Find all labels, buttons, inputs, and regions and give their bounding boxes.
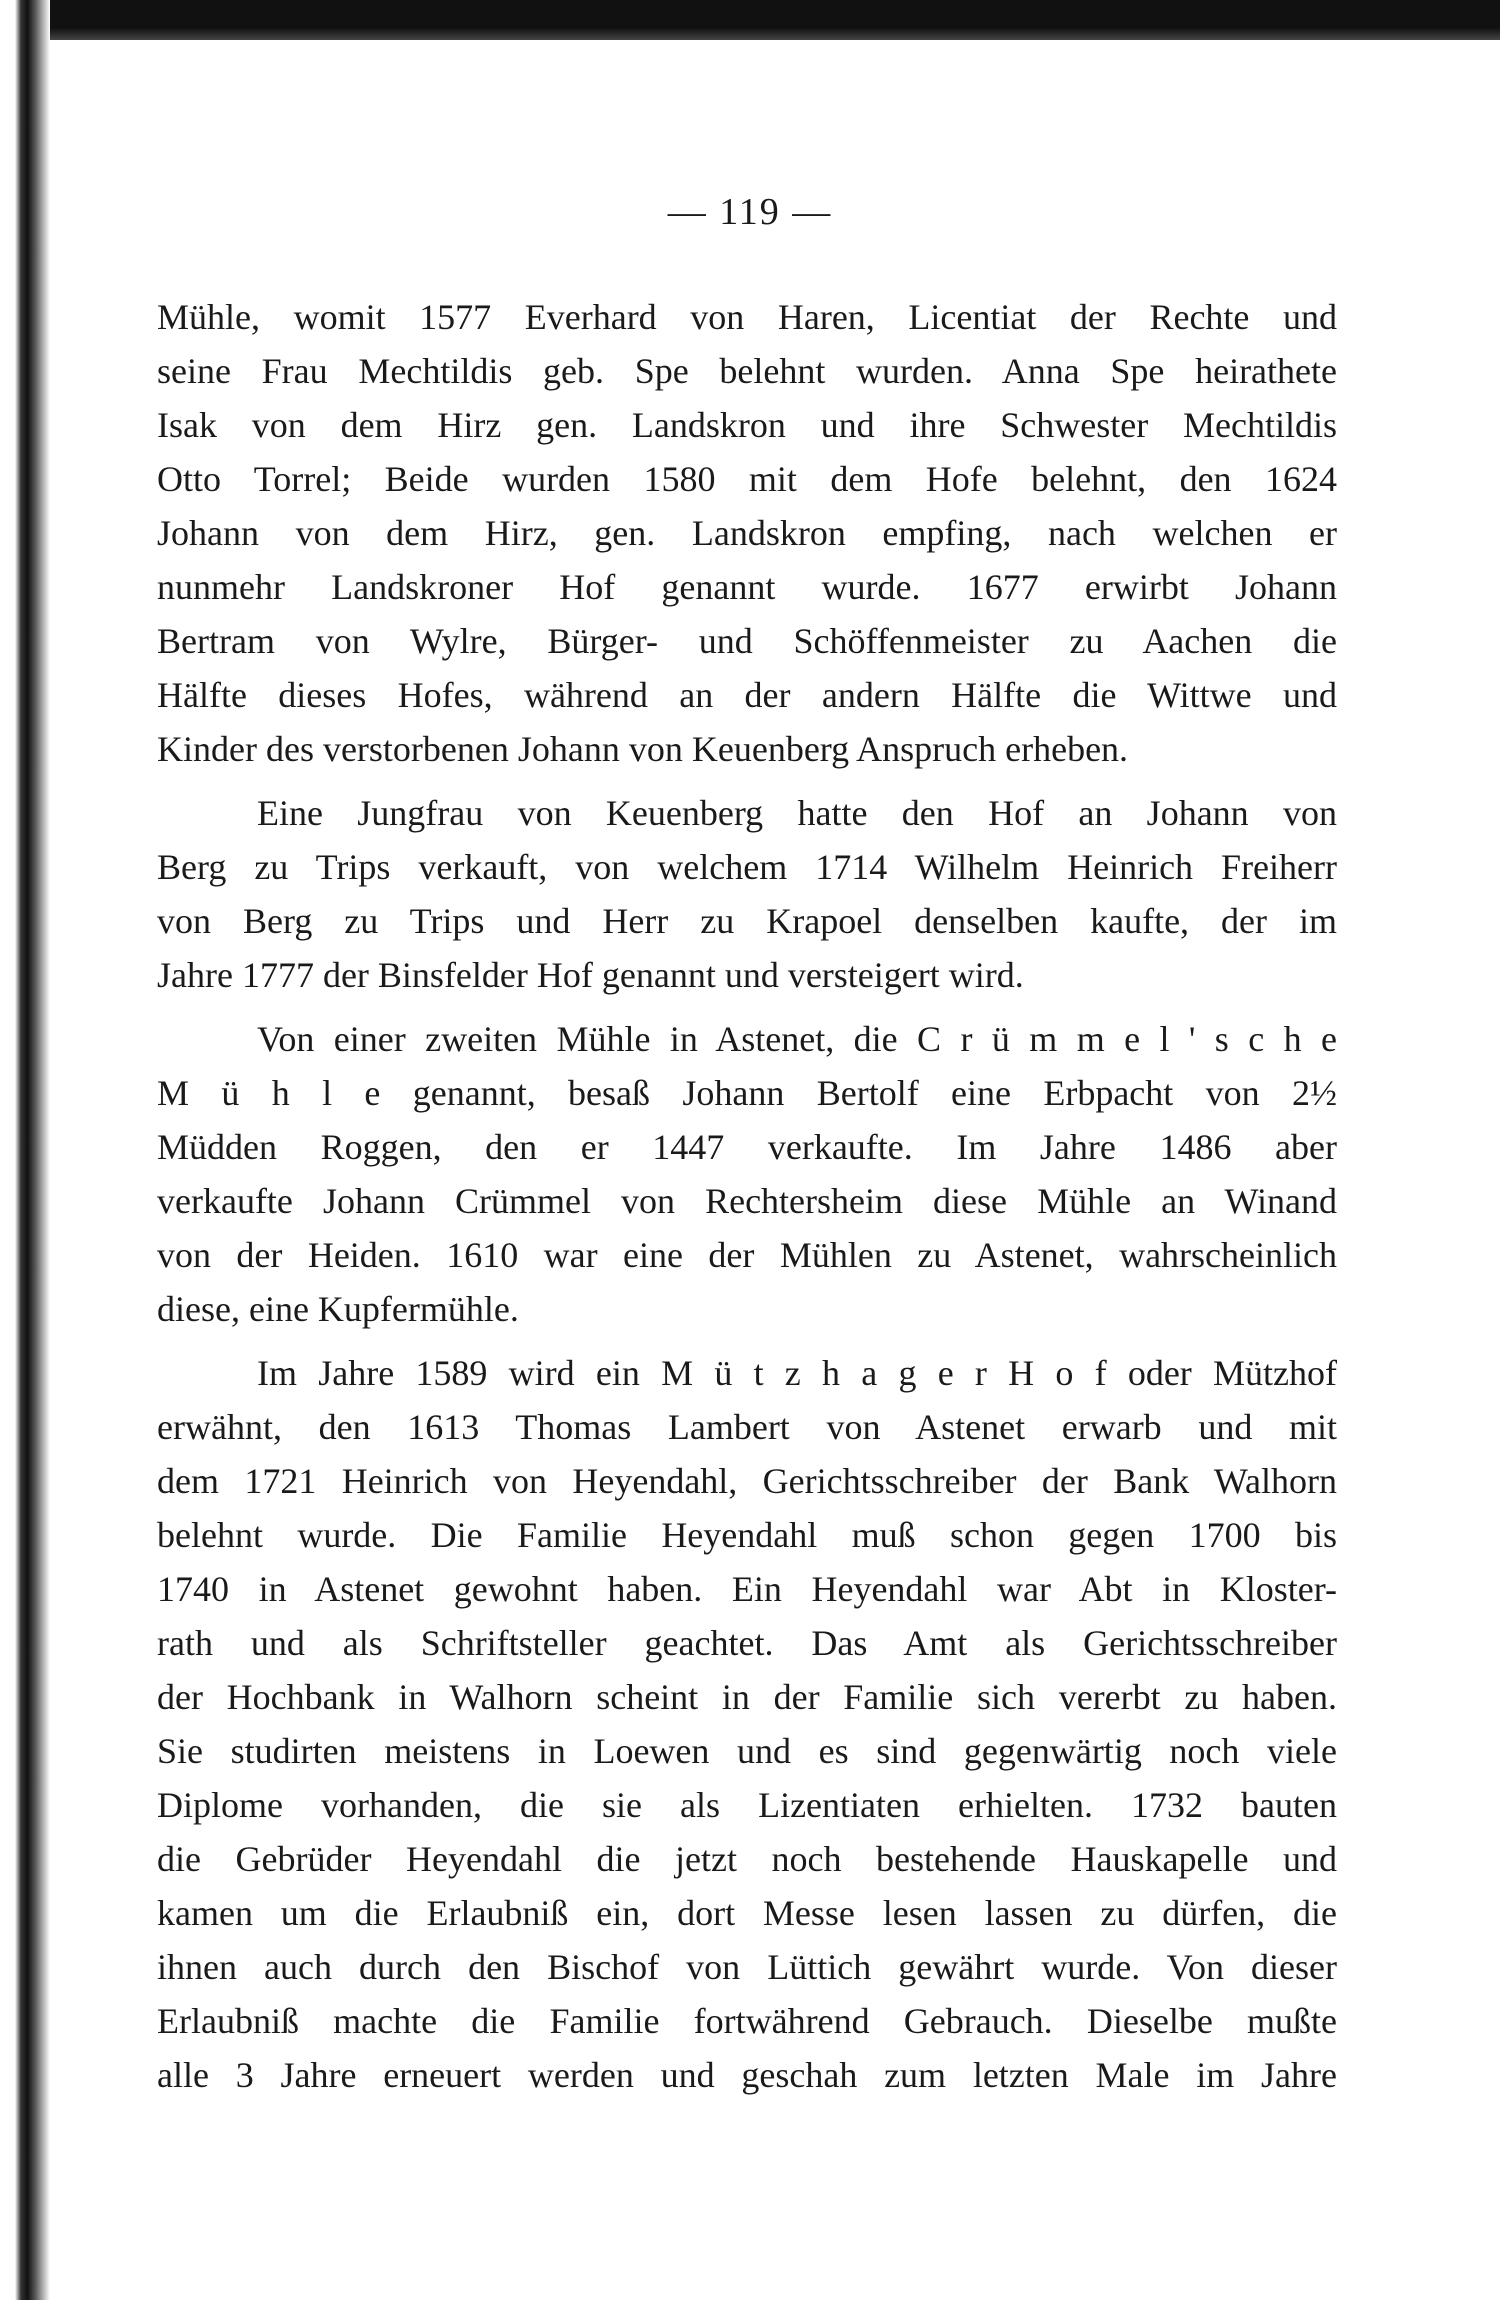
text-line: Johann von dem Hirz, gen. Landskron empfing, nach welchen er <box>157 513 1337 553</box>
text-line: erwähnt, den 1613 Thomas Lambert von Astenet erwarb und mit <box>157 1407 1337 1447</box>
text-line: Diplome vorhanden, die sie als Lizentiaten erhielten. 1732 bauten <box>157 1785 1337 1825</box>
text-line: ihnen auch durch den Bischof von Lüttich gewährt wurde. Von dieser <box>157 1947 1337 1987</box>
text-line: Müdden Roggen, den er 1447 verkaufte. Im Jahre 1486 aber <box>157 1127 1337 1167</box>
text-line: Sie studirten meistens in Loewen und es sind gegenwärtig noch viele <box>157 1731 1337 1771</box>
text-line: Eine Jungfrau von Keuenberg hatte den Hof an Johann von <box>257 793 1337 833</box>
text-line: M ü h l e genannt, besaß Johann Bertolf eine Erbpacht von 2½ <box>157 1073 1337 1113</box>
text-line: Von einer zweiten Mühle in Astenet, die C r ü m m e l ' s c h e <box>257 1019 1337 1059</box>
scan-binding-edge <box>0 0 50 2300</box>
text-line: seine Frau Mechtildis geb. Spe belehnt wurden. Anna Spe heirathete <box>157 351 1337 391</box>
text-line: belehnt wurde. Die Familie Heyendahl muß schon gegen 1700 bis <box>157 1515 1337 1555</box>
text-line: nunmehr Landskroner Hof genannt wurde. 1677 erwirbt Johann <box>157 567 1337 607</box>
text-line: Jahre 1777 der Binsfelder Hof genannt und versteigert wird. <box>157 955 1024 995</box>
text-line: Isak von dem Hirz gen. Landskron und ihre Schwester Mechtildis <box>157 405 1337 445</box>
text-line: Mühle, womit 1577 Everhard von Haren, Licentiat der Rechte und <box>157 297 1337 337</box>
text-line: dem 1721 Heinrich von Heyendahl, Gerichtsschreiber der Bank Walhorn <box>157 1461 1337 1501</box>
text-line: Otto Torrel; Beide wurden 1580 mit dem Hofe belehnt, den 1624 <box>157 459 1337 499</box>
text-line: Berg zu Trips verkauft, von welchem 1714 Wilhelm Heinrich Freiherr <box>157 847 1337 887</box>
page-number: — 119 — <box>667 191 833 233</box>
text-line: von Berg zu Trips und Herr zu Krapoel denselben kaufte, der im <box>157 901 1337 941</box>
text-line: Hälfte dieses Hofes, während an der andern Hälfte die Wittwe und <box>157 675 1337 715</box>
text-line: 1740 in Astenet gewohnt haben. Ein Heyendahl war Abt in Kloster- <box>157 1569 1337 1609</box>
text-line: Erlaubniß machte die Familie fortwährend Gebrauch. Dieselbe mußte <box>157 2001 1337 2041</box>
text-line: kamen um die Erlaubniß ein, dort Messe lesen lassen zu dürfen, die <box>157 1893 1337 1933</box>
text-line: die Gebrüder Heyendahl die jetzt noch bestehende Hauskapelle und <box>157 1839 1337 1879</box>
text-line: der Hochbank in Walhorn scheint in der Familie sich vererbt zu haben. <box>157 1677 1337 1717</box>
text-line: Im Jahre 1589 wird ein M ü t z h a g e r H o f oder Mützhof <box>257 1353 1337 1393</box>
text-line: Kinder des verstorbenen Johann von Keuenberg Anspruch erheben. <box>157 729 1129 769</box>
text-line: rath und als Schriftsteller geachtet. Das Amt als Gerichtsschreiber <box>157 1623 1337 1663</box>
text-line: alle 3 Jahre erneuert werden und geschah zum letzten Male im Jahre <box>157 2055 1337 2095</box>
text-line: Bertram von Wylre, Bürger- und Schöffenmeister zu Aachen die <box>157 621 1337 661</box>
body-text <box>157 290 1337 2102</box>
text-line: diese, eine Kupfermühle. <box>157 1289 519 1329</box>
text-line: verkaufte Johann Crümmel von Rechtersheim diese Mühle an Winand <box>157 1181 1337 1221</box>
scan-top-border <box>0 0 1500 40</box>
text-line: von der Heiden. 1610 war eine der Mühlen zu Astenet, wahrscheinlich <box>157 1235 1337 1275</box>
